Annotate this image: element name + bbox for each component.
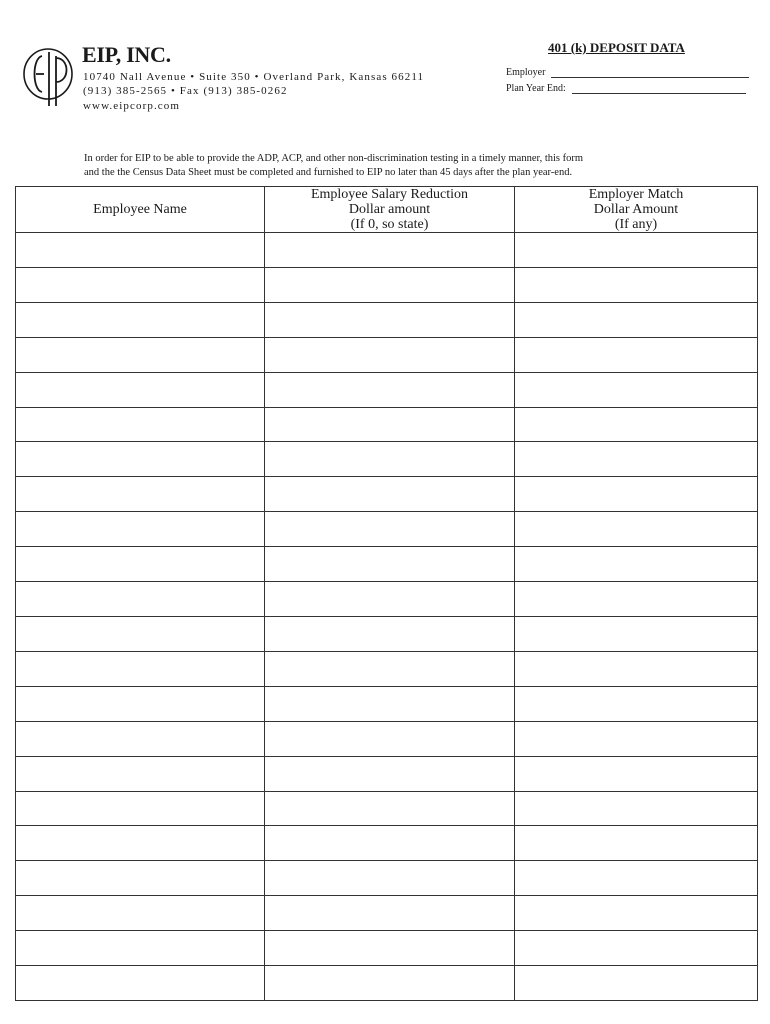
table-row [16, 267, 758, 302]
header-line: (If 0, so state) [350, 217, 429, 232]
salary-reduction-cell[interactable] [265, 372, 515, 407]
employee-name-cell[interactable] [16, 721, 265, 756]
employee-name-cell[interactable] [16, 791, 265, 826]
employee-name-cell[interactable] [16, 651, 265, 686]
instructions-line: In order for EIP to be able to provide the ADP, ACP, and other non-discrimination testing in a timely manner, this form [84, 153, 584, 164]
employer-match-cell[interactable] [515, 616, 758, 651]
salary-reduction-cell[interactable] [265, 547, 515, 582]
employer-match-cell[interactable] [515, 686, 758, 721]
plan-year-end-label: Plan Year End: [506, 83, 566, 94]
table-row [16, 686, 758, 721]
plan-year-end-input-line[interactable] [572, 83, 746, 94]
header-line: Dollar Amount [593, 202, 679, 217]
table-row [16, 512, 758, 547]
column-header-employee-name [16, 187, 265, 233]
employer-match-cell[interactable] [515, 791, 758, 826]
company-website: www.eipcorp.com [83, 100, 181, 112]
table-row [16, 756, 758, 791]
employer-match-cell[interactable] [515, 547, 758, 582]
salary-reduction-cell[interactable] [265, 966, 515, 1001]
salary-reduction-cell[interactable] [265, 442, 515, 477]
employer-match-cell[interactable] [515, 512, 758, 547]
company-phone: (913) 385-2565 • Fax (913) 385-0262 [83, 85, 288, 97]
employer-match-cell[interactable] [515, 931, 758, 966]
table-row [16, 547, 758, 582]
employer-field[interactable] [506, 67, 749, 78]
employer-match-cell[interactable] [515, 896, 758, 931]
employee-name-cell[interactable] [16, 512, 265, 547]
salary-reduction-cell[interactable] [265, 582, 515, 617]
employee-name-cell[interactable] [16, 407, 265, 442]
employee-name-cell[interactable] [16, 582, 265, 617]
table-row [16, 651, 758, 686]
employee-name-cell[interactable] [16, 442, 265, 477]
employer-match-cell[interactable] [515, 582, 758, 617]
company-name: EIP, INC. [82, 42, 171, 67]
employer-match-cell[interactable] [515, 966, 758, 1001]
plan-year-end-field[interactable] [506, 83, 746, 94]
employer-match-cell[interactable] [515, 651, 758, 686]
form-title: 401 (k) DEPOSIT DATA [548, 40, 685, 55]
salary-reduction-cell[interactable] [265, 896, 515, 931]
salary-reduction-cell[interactable] [265, 616, 515, 651]
employer-match-cell[interactable] [515, 372, 758, 407]
instructions-line: and the the Census Data Sheet must be completed and furnished to EIP no later than 45 days after the plan year-end. [84, 167, 573, 178]
instructions [84, 152, 684, 180]
salary-reduction-cell[interactable] [265, 302, 515, 337]
employee-name-cell[interactable] [16, 616, 265, 651]
table-row [16, 407, 758, 442]
salary-reduction-cell[interactable] [265, 233, 515, 268]
table-row [16, 477, 758, 512]
employee-name-cell[interactable] [16, 966, 265, 1001]
salary-reduction-cell[interactable] [265, 721, 515, 756]
employer-input-line[interactable] [551, 67, 749, 78]
table-row [16, 337, 758, 372]
employer-match-cell[interactable] [515, 477, 758, 512]
employer-match-cell[interactable] [515, 756, 758, 791]
salary-reduction-cell[interactable] [265, 861, 515, 896]
table-row [16, 896, 758, 931]
employee-name-cell[interactable] [16, 756, 265, 791]
deposit-data-table [15, 186, 758, 1001]
salary-reduction-cell[interactable] [265, 791, 515, 826]
table-row [16, 791, 758, 826]
salary-reduction-cell[interactable] [265, 756, 515, 791]
column-header-employer-match [515, 187, 758, 233]
employee-name-cell[interactable] [16, 372, 265, 407]
header-line: Employer Match [588, 187, 684, 202]
salary-reduction-cell[interactable] [265, 477, 515, 512]
table-row [16, 233, 758, 268]
salary-reduction-cell[interactable] [265, 512, 515, 547]
salary-reduction-cell[interactable] [265, 931, 515, 966]
employer-match-cell[interactable] [515, 442, 758, 477]
employer-match-cell[interactable] [515, 721, 758, 756]
table-row [16, 861, 758, 896]
employee-name-cell[interactable] [16, 337, 265, 372]
salary-reduction-cell[interactable] [265, 337, 515, 372]
salary-reduction-cell[interactable] [265, 407, 515, 442]
header-line: Employee Name [93, 202, 187, 217]
table-row [16, 931, 758, 966]
employee-name-cell[interactable] [16, 861, 265, 896]
salary-reduction-cell[interactable] [265, 686, 515, 721]
employee-name-cell[interactable] [16, 686, 265, 721]
column-header-salary-reduction [265, 187, 515, 233]
salary-reduction-cell[interactable] [265, 651, 515, 686]
employer-match-cell[interactable] [515, 407, 758, 442]
employee-name-cell[interactable] [16, 547, 265, 582]
header-line: Employee Salary Reduction [310, 187, 469, 202]
employee-name-cell[interactable] [16, 931, 265, 966]
header-line: (If any) [614, 217, 658, 232]
employer-match-cell[interactable] [515, 267, 758, 302]
company-address: 10740 Nall Avenue • Suite 350 • Overland Park, Kansas 66211 [83, 71, 425, 83]
eip-logo-icon [22, 44, 74, 108]
employer-match-cell[interactable] [515, 337, 758, 372]
table-row [16, 302, 758, 337]
table-row [16, 582, 758, 617]
salary-reduction-cell[interactable] [265, 826, 515, 861]
employee-name-cell[interactable] [16, 302, 265, 337]
table-row [16, 721, 758, 756]
employee-name-cell[interactable] [16, 826, 265, 861]
table-row [16, 616, 758, 651]
table-row [16, 966, 758, 1001]
employee-name-cell[interactable] [16, 477, 265, 512]
employer-match-cell[interactable] [515, 861, 758, 896]
table-header-row [16, 187, 758, 233]
employer-label: Employer [506, 67, 546, 78]
table-row [16, 826, 758, 861]
salary-reduction-cell[interactable] [265, 267, 515, 302]
table-row [16, 372, 758, 407]
employer-match-cell[interactable] [515, 233, 758, 268]
employee-name-cell[interactable] [16, 233, 265, 268]
employer-match-cell[interactable] [515, 826, 758, 861]
header-line: Dollar amount [348, 202, 431, 217]
employee-name-cell[interactable] [16, 896, 265, 931]
table-row [16, 442, 758, 477]
employer-match-cell[interactable] [515, 302, 758, 337]
employee-name-cell[interactable] [16, 267, 265, 302]
